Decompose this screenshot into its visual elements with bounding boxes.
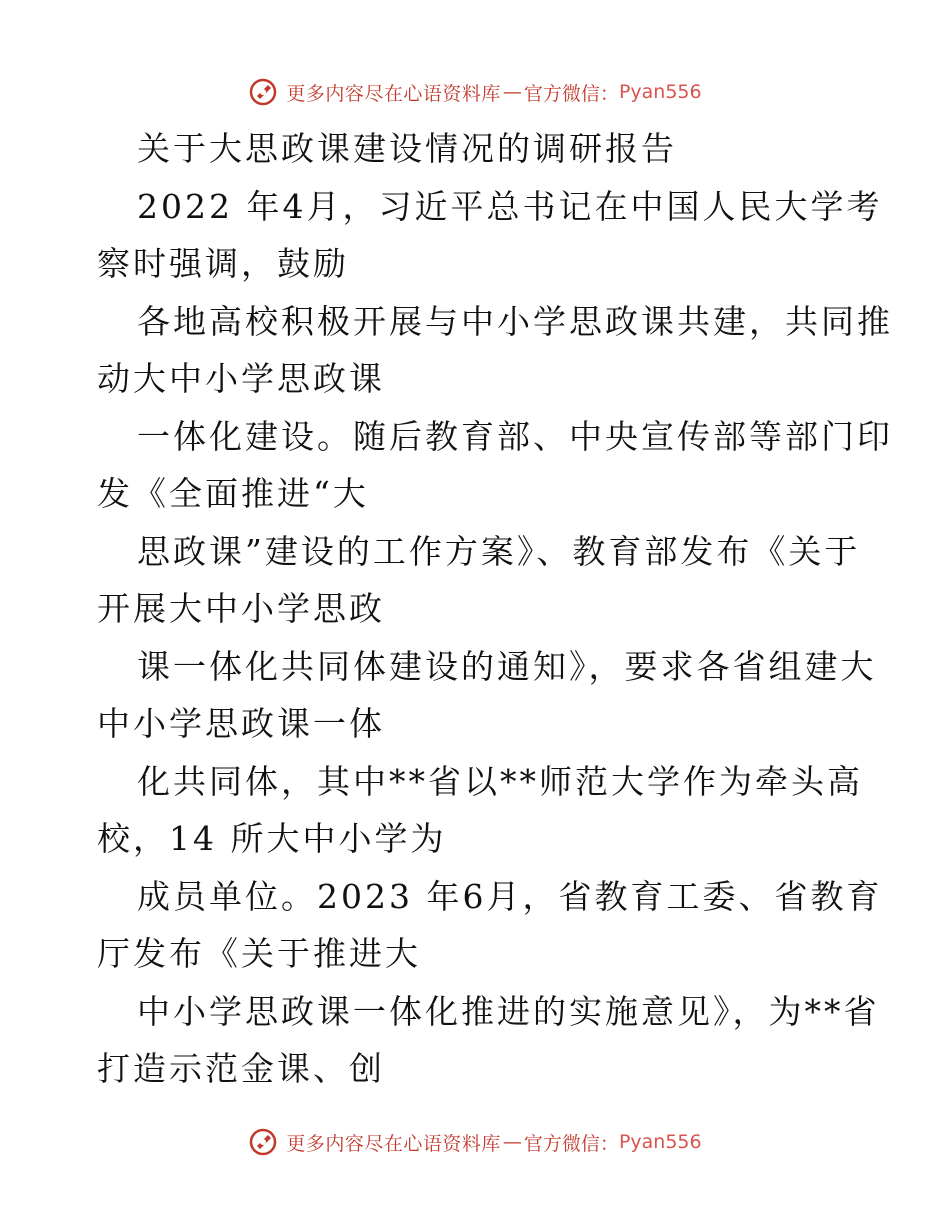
banner-text: 更多内容尽在心语资料库 [286, 82, 501, 105]
doc-line: 课一体化共同体建设的通知》，要求各省组建大 [137, 646, 877, 686]
header-banner [0, 72, 950, 112]
doc-line: 动大中小学思政课 [97, 359, 385, 398]
doc-line: 各地高校积极开展与中小学思政课共建，共同推 [137, 301, 893, 341]
doc-line: 中小学思政课一体化推进的实施意见》，为**省 [137, 991, 880, 1031]
doc-line: 思政课”建设的工作方案》、教育部发布《关于 [137, 531, 861, 571]
doc-line: 厅发布《关于推进大 [97, 934, 421, 973]
doc-line: 2022 年4月，习近平总书记在中国人民大学考 [137, 186, 883, 226]
doc-line: 察时强调，鼓励 [97, 244, 349, 283]
doc-line: 开展大中小学思政 [97, 589, 385, 628]
doc-line: 中小学思政课一体 [97, 704, 385, 743]
doc-line: 校，14 所大中小学为 [97, 819, 447, 858]
logo-icon [248, 1127, 278, 1157]
document-body [97, 120, 893, 1098]
banner-wechat-label: 官方微信： [523, 1132, 619, 1155]
doc-line: 成员单位。2023 年6月，省教育工委、省教育 [137, 876, 883, 916]
doc-line: 发《全面推进“大 [97, 474, 369, 513]
logo-icon [248, 77, 278, 107]
banner-wechat-id: Pyan556 [618, 1131, 702, 1153]
banner-dash: — [502, 1131, 522, 1153]
banner-text: 更多内容尽在心语资料库 [286, 1132, 501, 1155]
doc-line: 打造示范金课、创 [97, 1049, 385, 1088]
banner-wechat-label: 官方微信： [523, 82, 619, 105]
banner-wechat-id: Pyan556 [618, 81, 702, 103]
doc-line: 关于大思政课建设情况的调研报告 [137, 129, 677, 168]
footer-banner [0, 1122, 950, 1162]
banner-dash: — [502, 81, 522, 103]
doc-line: 一体化建设。随后教育部、中央宣传部等部门印 [137, 416, 893, 456]
doc-line: 化共同体，其中**省以**师范大学作为牵头高 [137, 761, 863, 801]
